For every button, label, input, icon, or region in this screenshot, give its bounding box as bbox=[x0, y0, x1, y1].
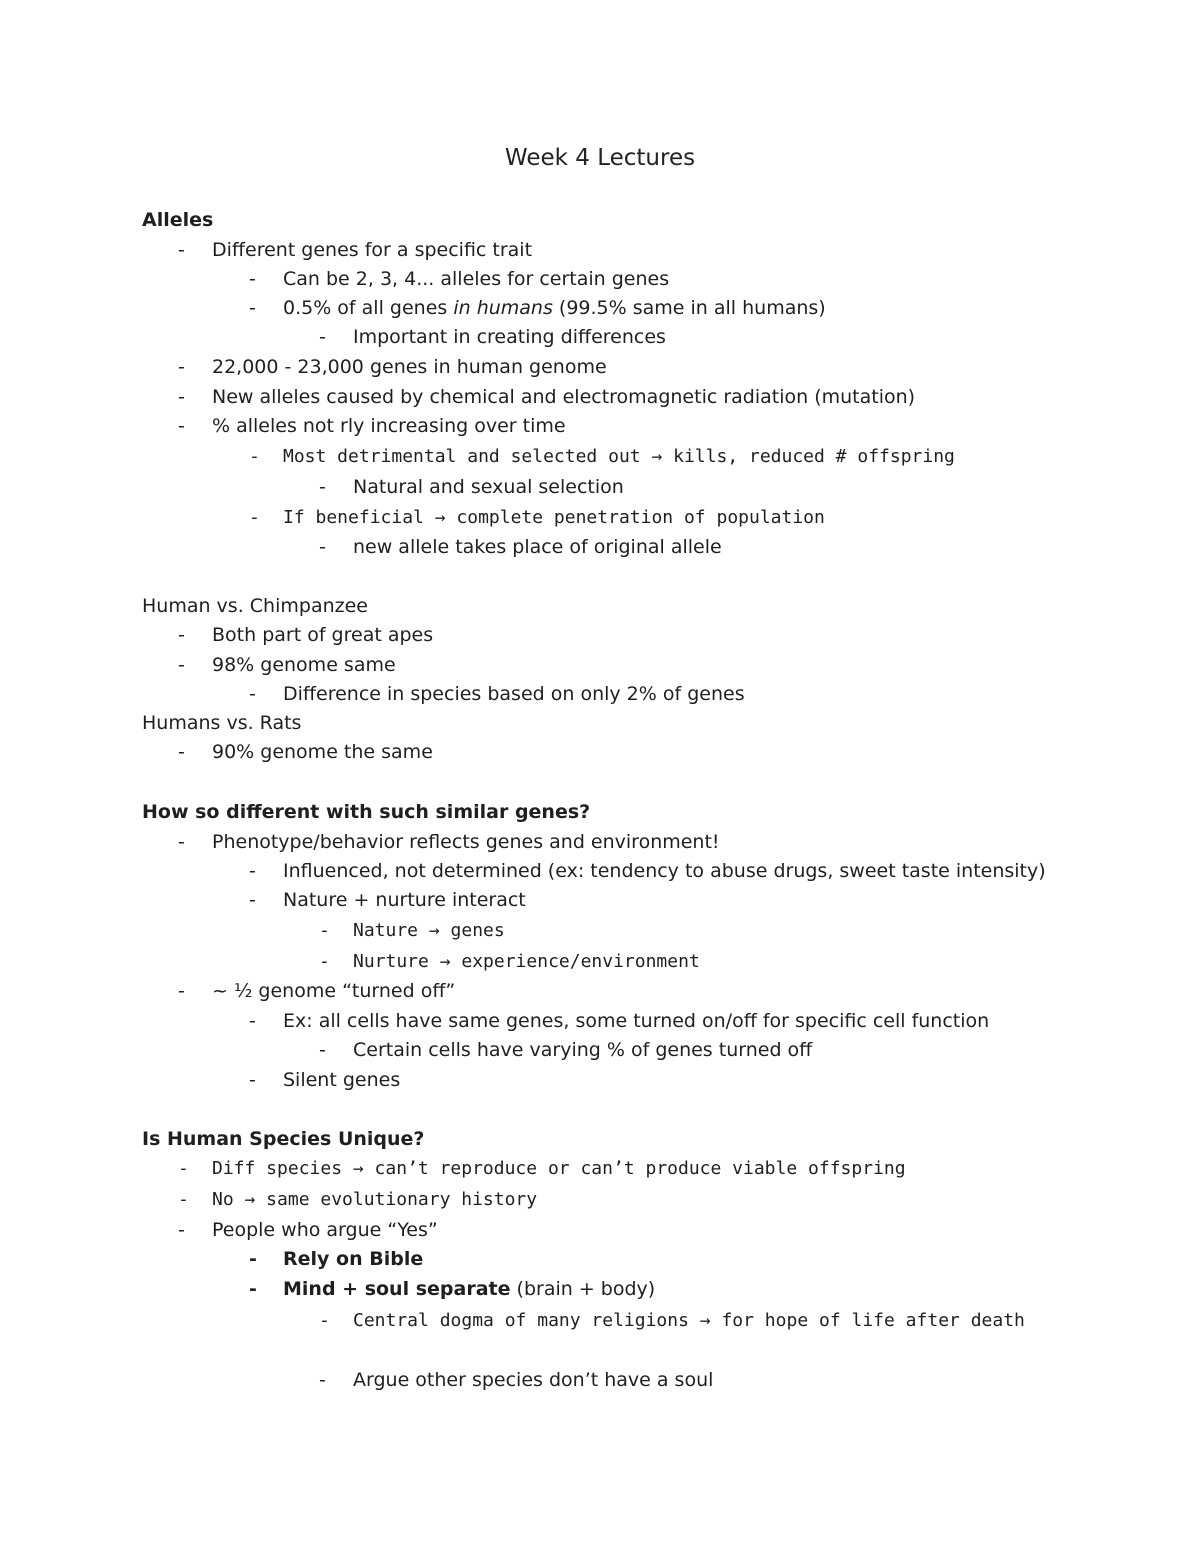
section-heading-chimpanzee: Human vs. Chimpanzee bbox=[142, 595, 368, 617]
list-item: - Nurture → experience/environment bbox=[319, 951, 700, 972]
section-heading-rats: Humans vs. Rats bbox=[142, 712, 302, 734]
list-item: - Natural and sexual selection bbox=[319, 476, 624, 498]
list-item: - Can be 2, 3, 4... alleles for certain genes bbox=[249, 268, 670, 290]
list-item: - Diff species → can’t reproduce or can’t produce viable offspring bbox=[178, 1158, 906, 1179]
page-title: Week 4 Lectures bbox=[504, 145, 696, 171]
list-item: - Central dogma of many religions → for hope of life after death bbox=[319, 1310, 1025, 1331]
list-item: - If beneficial → complete penetration of population bbox=[249, 507, 825, 528]
list-item: - % alleles not rly increasing over time bbox=[178, 415, 566, 437]
list-item: - Both part of great apes bbox=[178, 624, 434, 646]
list-item: - 98% genome same bbox=[178, 654, 396, 676]
list-item: - 90% genome the same bbox=[178, 741, 433, 763]
list-item: - Important in creating differences bbox=[319, 326, 666, 348]
list-item: - Rely on Bible bbox=[249, 1248, 424, 1270]
list-item: - Silent genes bbox=[249, 1069, 401, 1091]
section-heading-unique: Is Human Species Unique? bbox=[142, 1128, 425, 1150]
list-item: - Mind + soul separate (brain + body) bbox=[249, 1278, 656, 1300]
list-item: - People who argue “Yes” bbox=[178, 1219, 438, 1241]
list-item: - Nature → genes bbox=[319, 920, 505, 941]
section-heading-alleles: Alleles bbox=[142, 209, 214, 231]
list-item: - 22,000 - 23,000 genes in human genome bbox=[178, 356, 607, 378]
list-item: - Ex: all cells have same genes, some turned on/off for specific cell function bbox=[249, 1010, 990, 1032]
list-item: - Different genes for a specific trait bbox=[178, 239, 533, 261]
list-item: - Influenced, not determined (ex: tendency to abuse drugs, sweet taste intensity) bbox=[249, 860, 1046, 882]
section-heading-different: How so different with such similar genes? bbox=[142, 801, 591, 823]
list-item: - 0.5% of all genes in humans (99.5% same in all humans) bbox=[249, 297, 826, 319]
list-item: - Certain cells have varying % of genes turned off bbox=[319, 1039, 813, 1061]
list-item: - ~ ½ genome “turned off” bbox=[178, 980, 456, 1002]
list-item: - No → same evolutionary history bbox=[178, 1189, 538, 1210]
list-item: - Phenotype/behavior reflects genes and environment! bbox=[178, 831, 720, 853]
list-item: - Argue other species don’t have a soul bbox=[319, 1369, 714, 1391]
list-item: - Nature + nurture interact bbox=[249, 889, 526, 911]
list-item: - New alleles caused by chemical and electromagnetic radiation (mutation) bbox=[178, 386, 916, 408]
list-item: - Most detrimental and selected out → kills, reduced # offspring bbox=[249, 446, 955, 467]
list-item: - Difference in species based on only 2% of genes bbox=[249, 683, 745, 705]
list-item: - new allele takes place of original allele bbox=[319, 536, 722, 558]
